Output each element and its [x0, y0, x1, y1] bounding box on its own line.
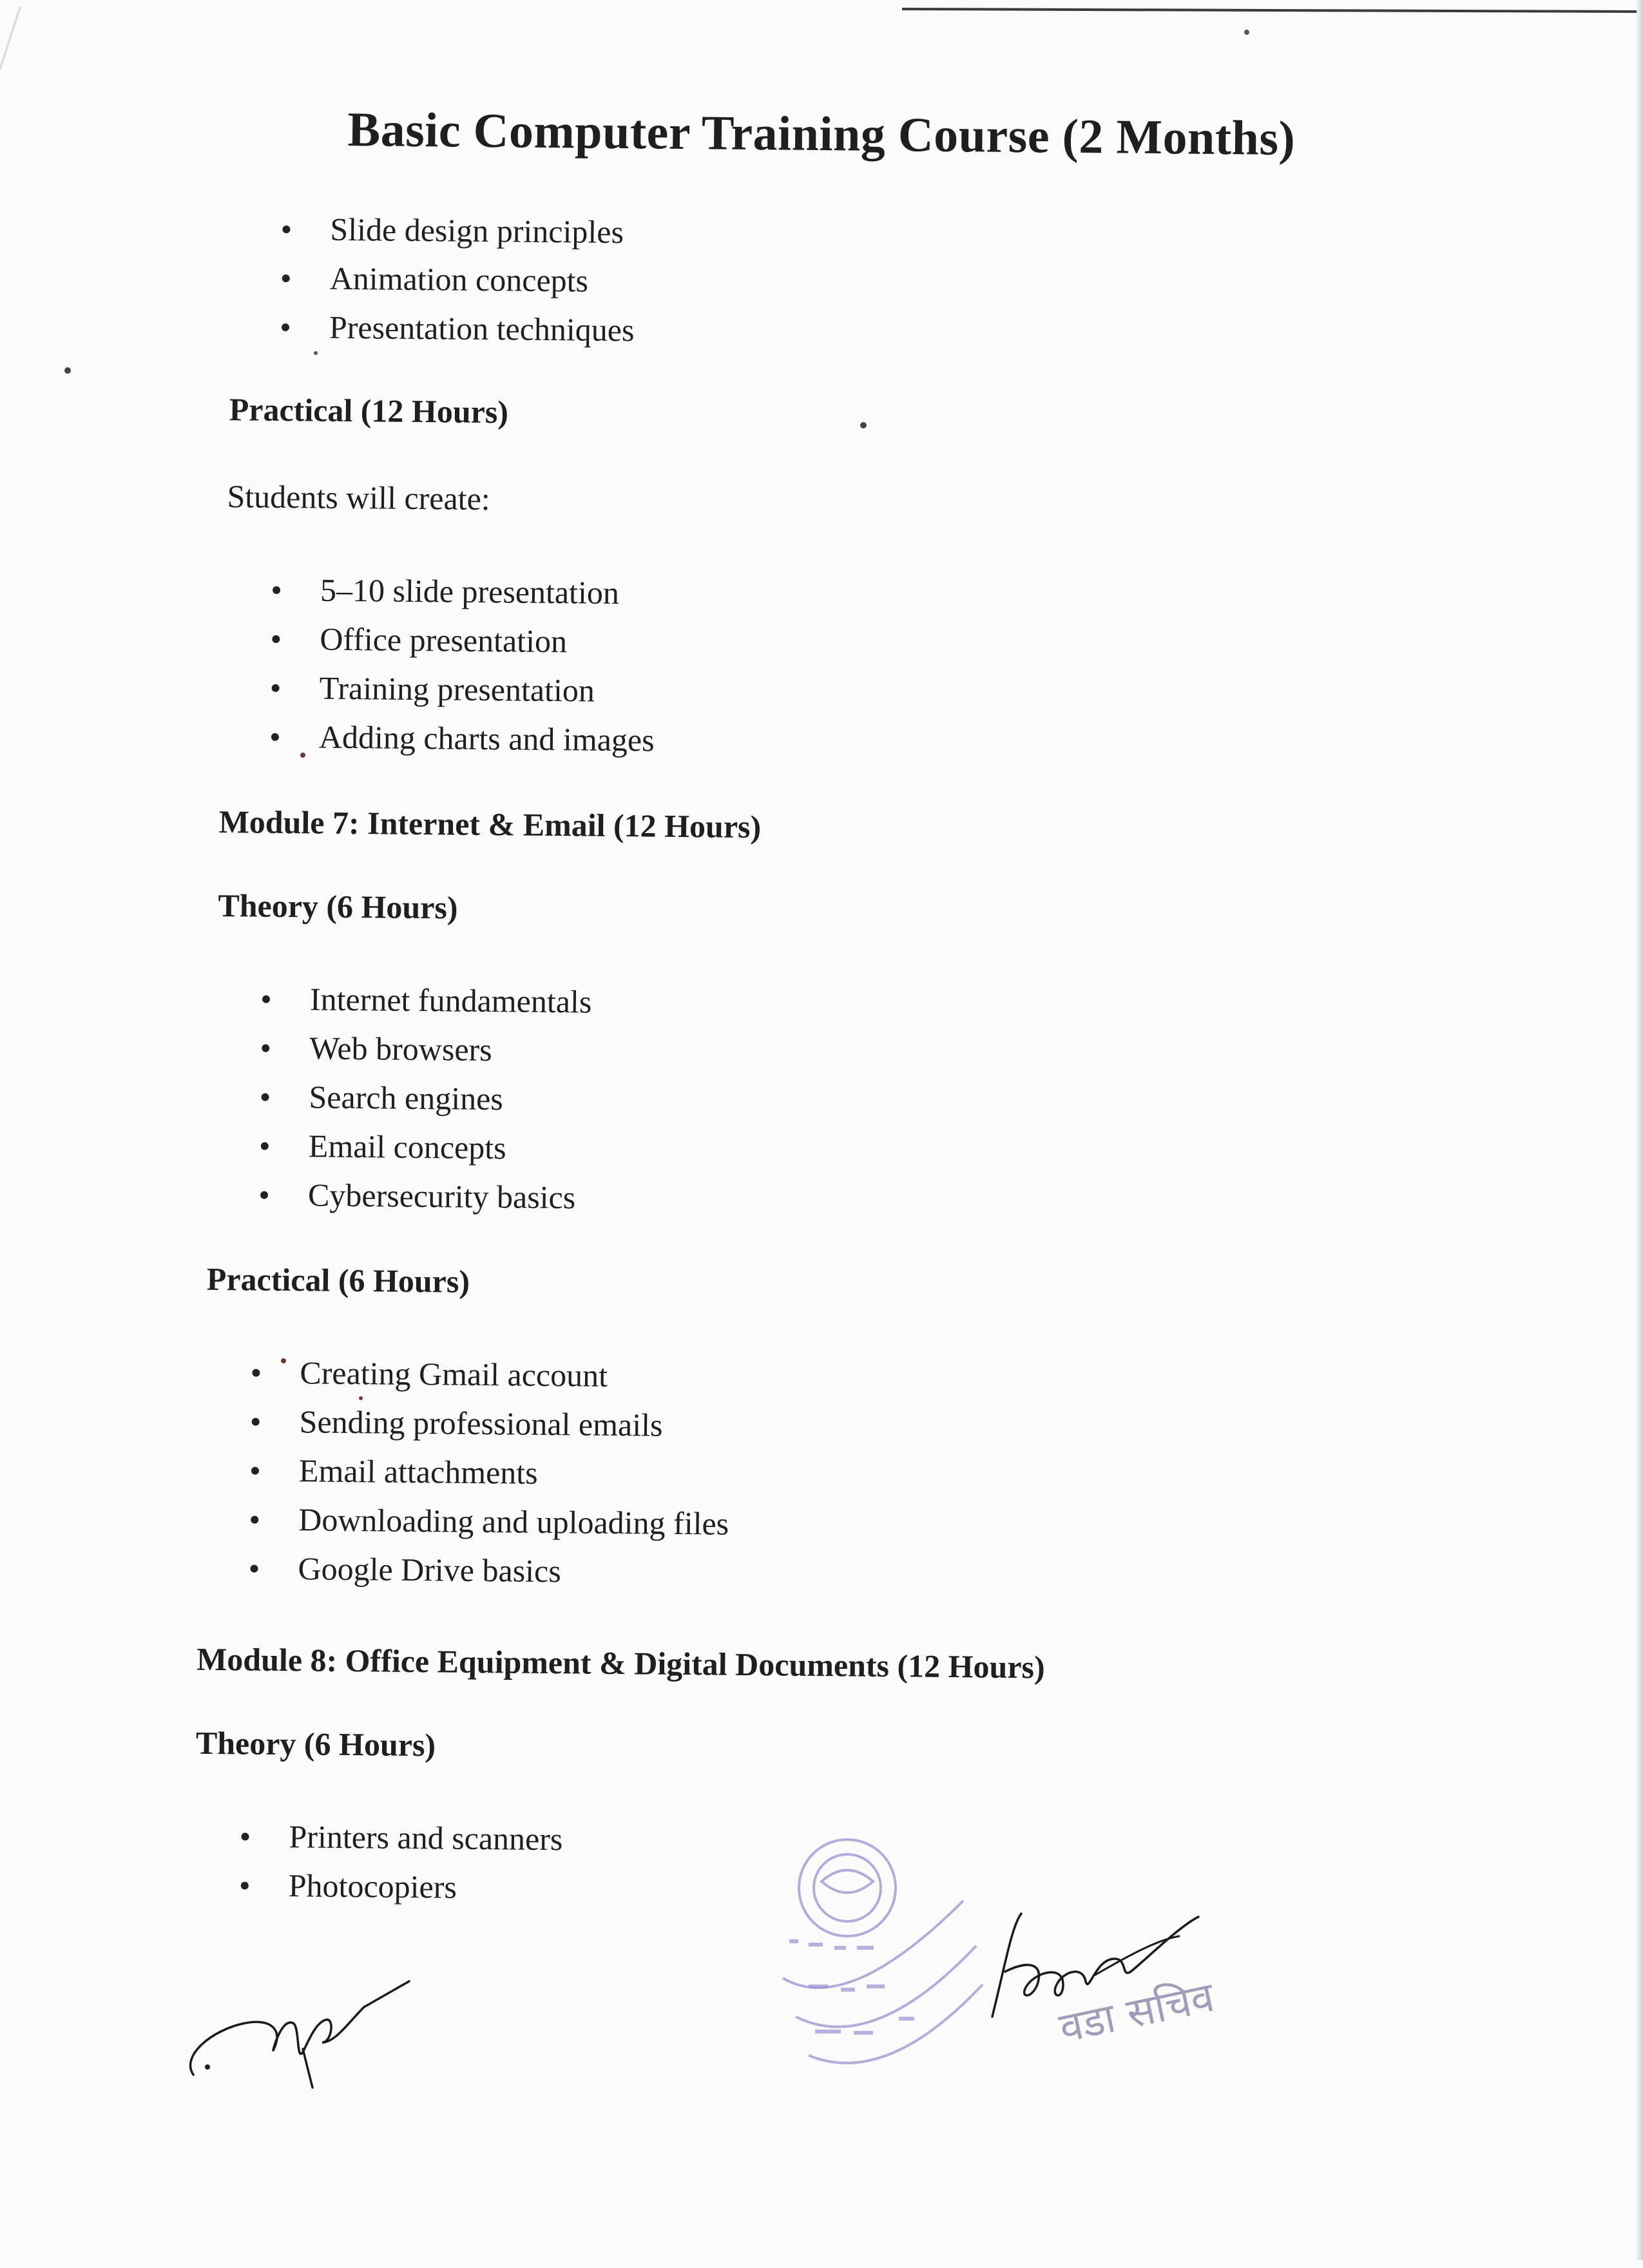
- practical-12-intro: Students will create:: [227, 478, 490, 517]
- list-item: Internet fundamentals: [262, 974, 592, 1026]
- list-item: Creating Gmail account: [252, 1348, 731, 1401]
- module-7-heading: Module 7: Internet & Email (12 Hours): [218, 803, 762, 845]
- module-7-practical-heading: Practical (6 Hours): [206, 1260, 470, 1300]
- list-item: Sending professional emails: [251, 1397, 730, 1450]
- list-item: Email concepts: [260, 1121, 590, 1173]
- list-item: Photocopiers: [240, 1860, 562, 1912]
- list-item: Office presentation: [272, 614, 655, 667]
- list-item: Cybersecurity basics: [260, 1170, 590, 1222]
- list-item: Downloading and uploading files: [251, 1495, 729, 1548]
- module-8-theory-heading: Theory (6 Hours): [195, 1724, 436, 1763]
- list-item: Email attachments: [251, 1446, 730, 1499]
- list-item: Web browsers: [262, 1023, 591, 1075]
- list-item: 5–10 slide presentation: [273, 565, 656, 618]
- list-item: Google Drive basics: [250, 1544, 729, 1597]
- list-item: Slide design principles: [282, 204, 635, 256]
- practical-12-heading: Practical (12 Hours): [229, 391, 509, 430]
- module-8-heading: Module 8: Office Equipment & Digital Documents (12 Hours): [196, 1640, 1045, 1686]
- list-item: Printers and scanners: [241, 1811, 563, 1863]
- list-item: Search engines: [261, 1072, 591, 1124]
- list-item: Training presentation: [271, 663, 655, 716]
- document-title: Basic Computer Training Course (2 Months): [347, 102, 1296, 166]
- list-item: Animation concepts: [282, 253, 635, 305]
- list-item: Presentation techniques: [282, 302, 635, 354]
- designation-text: वडा सचिव: [1055, 1973, 1218, 2053]
- module-7-theory-heading: Theory (6 Hours): [218, 887, 458, 926]
- list-item: Adding charts and images: [271, 712, 655, 765]
